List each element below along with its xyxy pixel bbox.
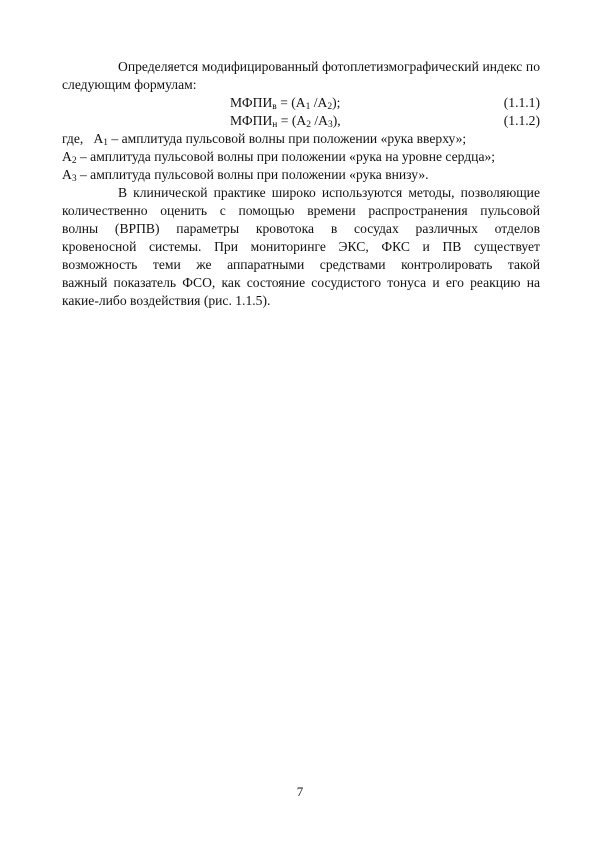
formula-2-b-sub: 3 bbox=[327, 120, 333, 130]
paragraph-line-1: В клинической практике широко используются методы, позволяющие bbox=[118, 185, 540, 200]
definition-a3-prefix: А bbox=[62, 167, 72, 182]
definition-a1-sub: 1 bbox=[103, 138, 109, 148]
paragraph-line-2: количественно оценить с помощью времени распространения пульсовой bbox=[62, 203, 540, 218]
formula-row-1 bbox=[62, 94, 540, 112]
paragraph-line-7: какие-либо воздействия (рис. 1.1.5). bbox=[62, 293, 271, 308]
definition-a1 bbox=[62, 130, 540, 148]
formula-2 bbox=[230, 112, 341, 130]
definition-a2-text: – амплитуда пульсовой волны при положении «рука на уровне сердца»; bbox=[76, 149, 496, 164]
formula-2-end: ), bbox=[332, 113, 341, 128]
intro-line-2: следующим формулам: bbox=[62, 77, 197, 92]
formula-2-lhs: МФПИ bbox=[230, 113, 273, 128]
definition-a2-prefix: А bbox=[62, 149, 72, 164]
paragraph-line-3: волны (ВРПВ) параметры кровотока в сосудах различных отделов bbox=[62, 221, 540, 236]
paragraph-line-6: важный показатель ФСО, как состояние сосудистого тонуса и его реакцию на bbox=[62, 275, 540, 290]
definition-a3 bbox=[62, 166, 540, 184]
formula-row-2 bbox=[62, 112, 540, 130]
definition-a3-text: – амплитуда пульсовой волны при положении «рука внизу». bbox=[76, 167, 429, 182]
formula-2-lhs-sub: н bbox=[272, 120, 278, 130]
formula-1-end: ); bbox=[332, 95, 341, 110]
formula-1-lhs-sub: в bbox=[272, 102, 277, 112]
formula-1-mid: /А bbox=[310, 95, 328, 110]
definition-a1-text: – амплитуда пульсовой волны при положении «рука вверху»; bbox=[108, 131, 467, 146]
intro-line-1: Определяется модифицированный фотоплетизмографический индекс по bbox=[118, 59, 540, 74]
definition-a2 bbox=[62, 148, 540, 166]
definition-a2-sub: 2 bbox=[71, 156, 77, 166]
definition-a3-sub: 3 bbox=[71, 174, 77, 184]
paragraph-line-5: возможность теми же аппаратными средствами контролировать такой bbox=[62, 257, 540, 272]
formula-1 bbox=[230, 94, 340, 112]
equation-number-1: (1.1.1) bbox=[503, 95, 540, 110]
formula-1-eq: = (А bbox=[276, 95, 306, 110]
definition-a1-prefix: где, А bbox=[62, 131, 104, 146]
equation-number-2: (1.1.2) bbox=[503, 113, 540, 128]
formula-1-lhs: МФПИ bbox=[230, 95, 273, 110]
formula-2-eq: = (А bbox=[277, 113, 307, 128]
formula-1-b-sub: 2 bbox=[327, 102, 333, 112]
formula-2-mid: /А bbox=[310, 113, 328, 128]
page-number: 7 bbox=[296, 784, 304, 799]
formula-2-a-sub: 2 bbox=[306, 120, 311, 130]
formula-1-a-sub: 1 bbox=[305, 102, 311, 112]
paragraph-line-4: кровеносной системы. При мониторинге ЭКС, ФКС и ПВ существует bbox=[62, 239, 540, 254]
